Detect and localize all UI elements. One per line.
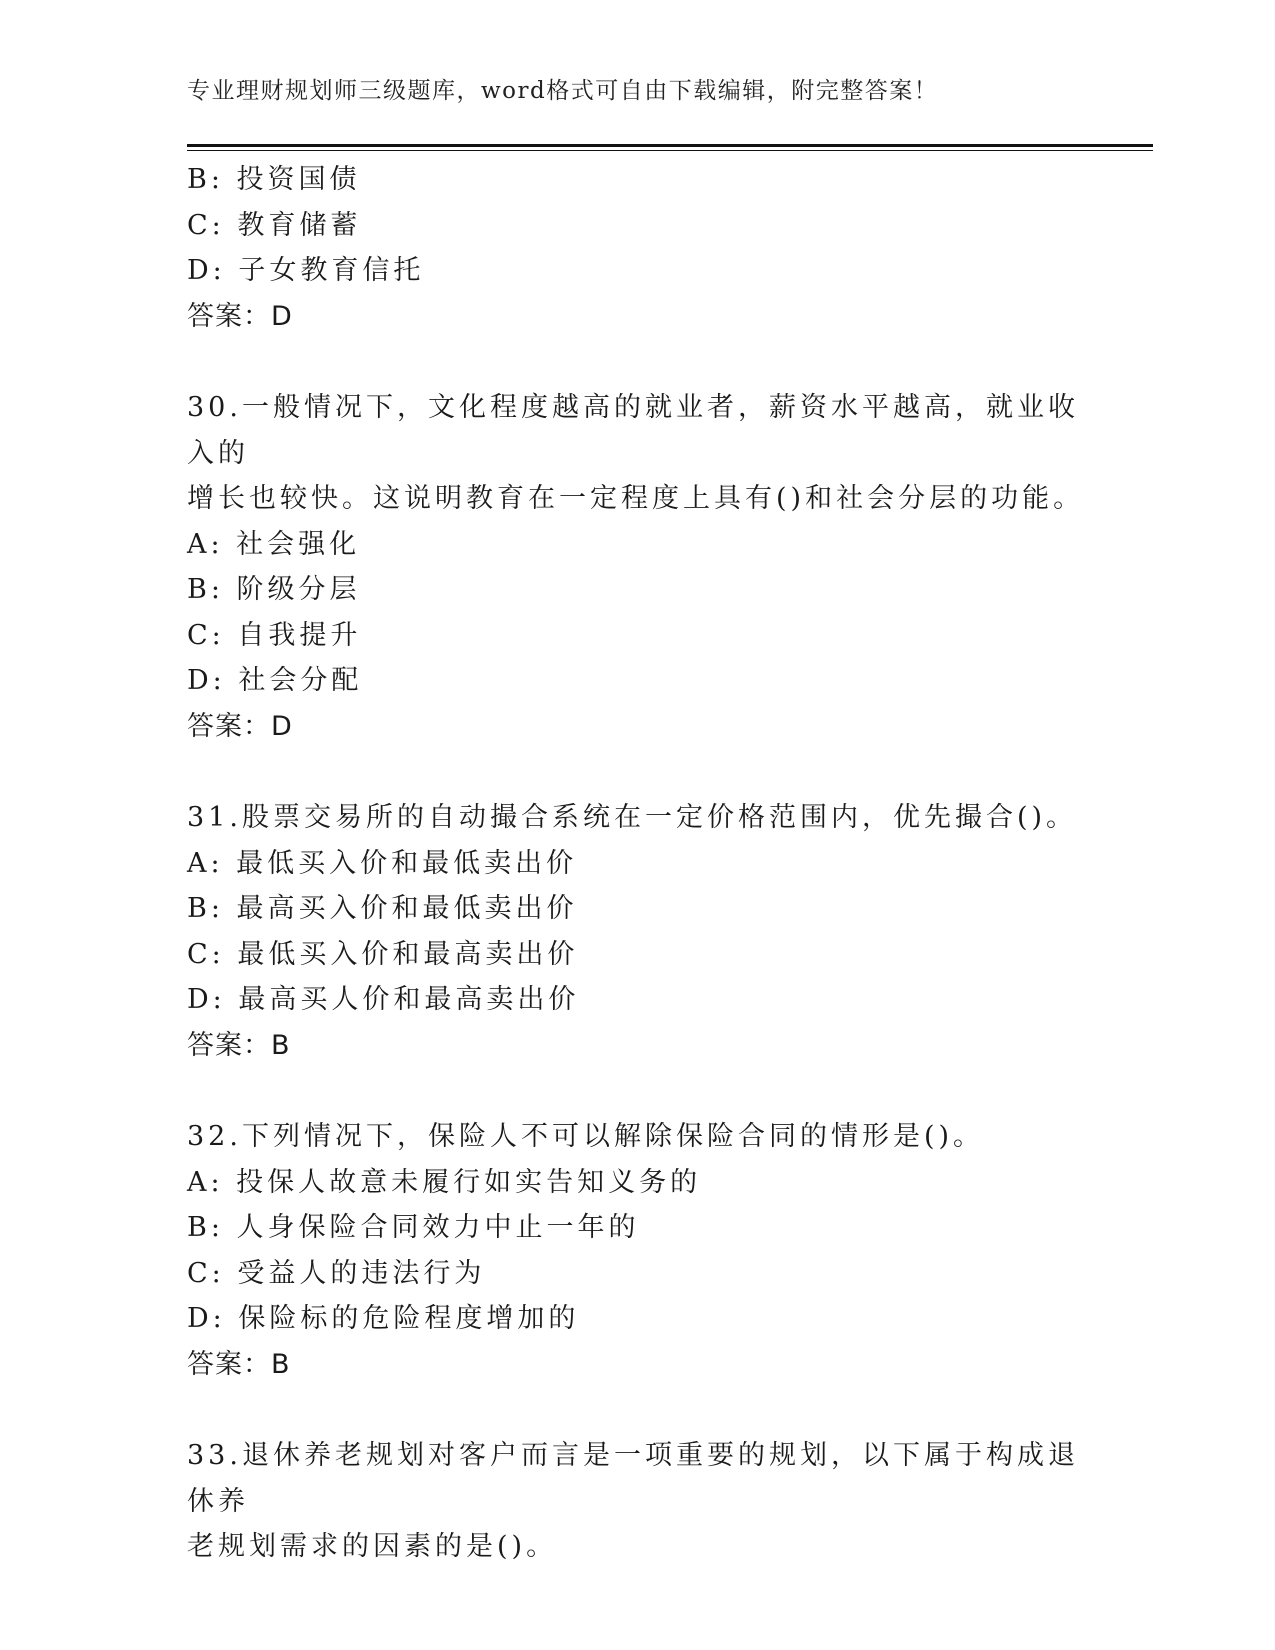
answer: 答案：D [187, 300, 293, 332]
question-33 [187, 1433, 1087, 1570]
question-stem-line: 30.一般情况下，文化程度越高的就业者，薪资水平越高，就业收入的 [187, 392, 1079, 469]
option-c: C: 受益人的违法行为 [187, 1257, 486, 1289]
question-stem-line: 33.退休养老规划对客户而言是一项重要的规划，以下属于构成退休养 [187, 1440, 1079, 1517]
question-stem-line: 增长也较快。这说明教育在一定程度上具有()和社会分层的功能。 [187, 483, 1085, 514]
question-stem-line: 31.股票交易所的自动撮合系统在一定价格范围内，优先撮合()。 [187, 802, 1078, 833]
option-c: C: 教育储蓄 [187, 209, 362, 241]
question-30 [187, 385, 1087, 749]
page-header: 专业理财规划师三级题库，word格式可自由下载编辑，附完整答案！ [187, 78, 939, 104]
option-a: A: 最低买入价和最低卖出价 [187, 847, 578, 879]
answer: 答案：D [187, 710, 293, 742]
option-b: B: 投资国债 [187, 164, 361, 195]
option-c: C: 最低买入价和最高卖出价 [187, 938, 579, 970]
option-c: C: 自我提升 [187, 619, 362, 651]
option-b: B: 人身保险合同效力中止一年的 [187, 1212, 640, 1243]
option-b: B: 最高买入价和最低卖出价 [187, 893, 578, 924]
option-d: D: 子女教育信托 [187, 255, 425, 286]
option-d: D: 保险标的危险程度增加的 [187, 1303, 580, 1334]
question-stem-line: 32.下列情况下，保险人不可以解除保险合同的情形是()。 [187, 1121, 985, 1152]
document-body [187, 157, 1087, 1570]
question-32 [187, 1114, 1087, 1387]
option-d: D: 最高买人价和最高卖出价 [187, 984, 580, 1015]
question-stem-line: 老规划需求的因素的是()。 [187, 1531, 558, 1562]
question-31 [187, 795, 1087, 1068]
option-b: B: 阶级分层 [187, 574, 361, 605]
answer: 答案：B [187, 1029, 291, 1061]
option-a: A: 社会强化 [187, 528, 361, 560]
option-a: A: 投保人故意未履行如实告知义务的 [187, 1166, 702, 1198]
option-d: D: 社会分配 [187, 665, 363, 696]
answer: 答案：B [187, 1348, 291, 1380]
continued-question [187, 157, 1087, 339]
header-divider [187, 144, 1153, 151]
